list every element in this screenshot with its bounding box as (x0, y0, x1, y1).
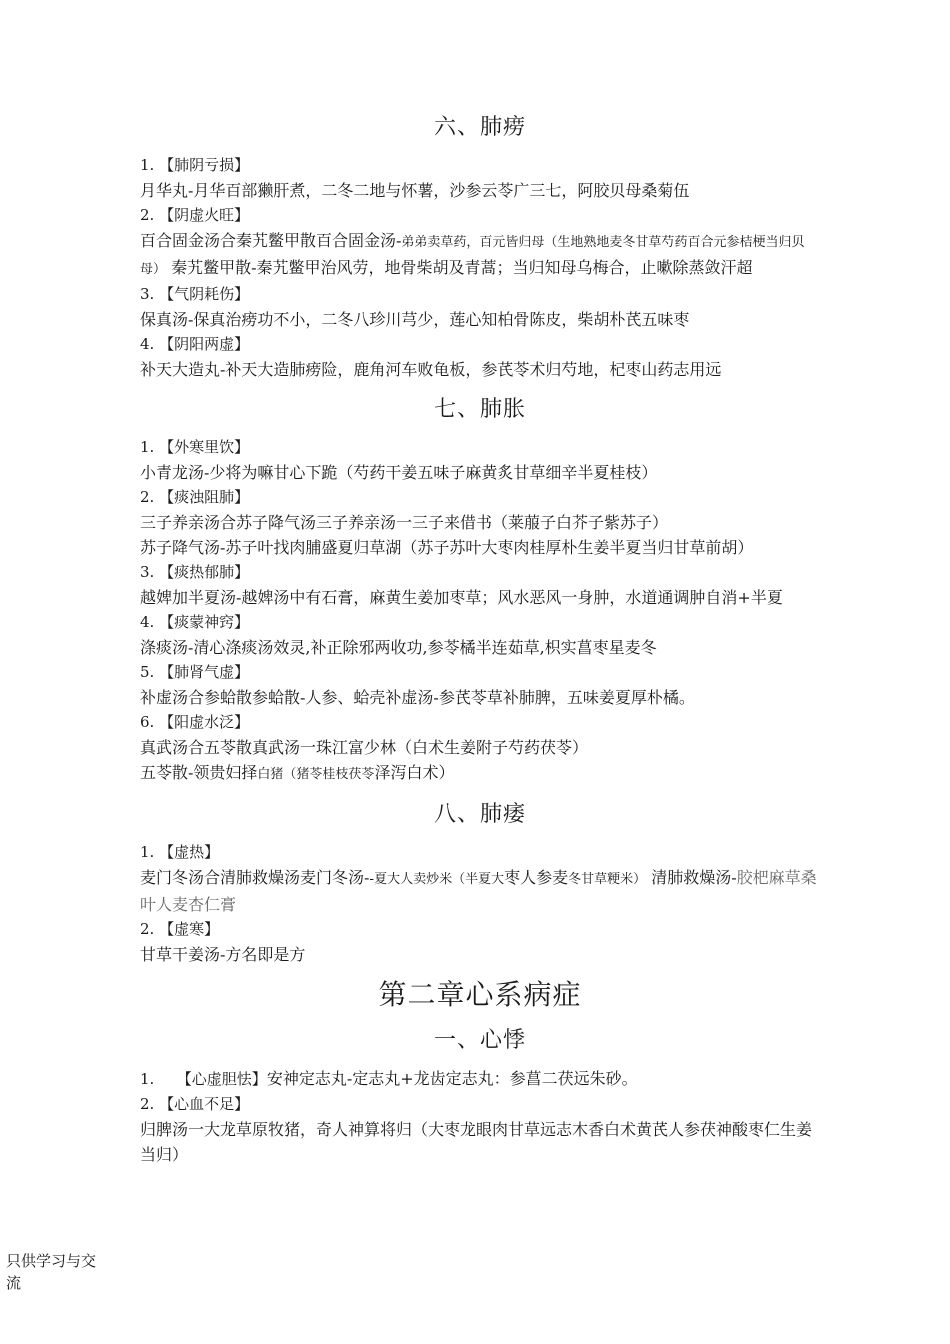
text-run: 冬甘草粳米） (568, 872, 647, 887)
item-head: 2. 【阴虚火旺】 (140, 206, 250, 224)
item-text: 补虚汤合参蛤散参蛤散-人参、蛤壳补虚汤-参芪苓草补肺脾，五味姜夏厚朴橘。 (140, 688, 695, 707)
item-head: 4. 【痰蒙神窍】 (140, 613, 250, 631)
item-text (140, 228, 820, 282)
item-text: 小青龙汤-少将为嘛甘心下跪（芍药干姜五味子麻黄炙甘草细辛半夏桂枝） (140, 463, 658, 482)
item-text: 月华丸-月华百部獭肝煮，二冬二地与怀薯，沙参云苓广三七，阿胶贝母桑菊伍 (140, 181, 690, 200)
item-head: 1. 【心虚胆怯】 (140, 1070, 267, 1088)
section-title-feizhang: 七、肺胀 (433, 397, 526, 422)
item-text: 保真汤-保真治痨功不小，二冬八珍川芎少，莲心知柏骨陈皮，柴胡朴芪五味枣 (140, 310, 690, 329)
chapter-title: 第二章心系病症 (378, 978, 582, 1011)
item-text: 补天大造丸-补天大造肺痨险，鹿角河车败龟板，参芪苓术归芍地，杞枣山药志用远 (140, 360, 722, 379)
text-run: 五苓散-领贵妇择 (140, 763, 258, 782)
item-text (140, 760, 820, 787)
item-head: 2. 【心血不足】 (140, 1095, 250, 1113)
text-run: 白猪（猪苓桂枝茯苓 (257, 767, 375, 782)
item-text (140, 1066, 820, 1092)
footer-line: 只供学习与交 (6, 1252, 97, 1270)
item-text: 三子养亲汤合苏子降气汤三子养亲汤一三子来借书（莱菔子白芥子紫苏子） (140, 513, 669, 532)
text-run: 麦门冬汤合清肺救燥汤麦门冬汤- (140, 868, 370, 887)
text-run: 药百合元参桔梗当归贝母） (140, 235, 805, 277)
item-head: 4. 【阴阳两虚】 (140, 335, 250, 353)
item-head: 2. 【痰浊阻肺】 (140, 488, 250, 506)
item-head: 1. 【肺阴亏损】 (140, 156, 250, 174)
text-run: 枣人参麦 (504, 868, 569, 887)
section-title-feilao: 六、肺痨 (433, 115, 526, 140)
text-run: 清肺救燥汤- (651, 868, 737, 887)
item-text: 归脾汤一大龙草原牧猪，奇人神算将归（大枣龙眼肉甘草远志木香白术黄芪人参茯神酸枣仁生姜当归） (140, 1120, 813, 1164)
item-text: 真武汤合五苓散真武汤一珠江富少林（白术生姜附子芍药茯苓） (140, 738, 589, 757)
text-run: 泽泻白术） (374, 763, 455, 782)
item-head: 5. 【肺肾气虚】 (140, 663, 250, 681)
item-text: 涤痰汤-清心涤痰汤效灵,补正除邪两收功,参苓橘半连茹草,枳实菖枣星麦冬 (140, 638, 657, 657)
item-head: 2. 【虚寒】 (140, 920, 220, 938)
footer-line: 流 (6, 1274, 22, 1292)
section-title-feiwei: 八、肺痿 (433, 802, 526, 827)
footer-note (6, 1250, 116, 1294)
item-head: 3. 【痰热郁肺】 (140, 563, 250, 581)
item-text: 苏子降气汤-苏子叶找肉脯盛夏归草湖（苏子苏叶大枣肉桂厚朴生姜半夏当归甘草前胡） (140, 538, 754, 557)
text-run: 秦艽鳖甲散-秦艽鳖甲治风劳，地骨柴胡及青蒿；当归知母乌梅合，止嗽除蒸敛汗超 (171, 258, 753, 277)
text-run: 百合固金汤合秦艽鳖甲散百合固金汤- (140, 231, 402, 250)
item-text (140, 865, 820, 917)
item-text: 越婢加半夏汤-越婢汤中有石膏，麻黄生姜加枣草；风水恶风一身肿，水道通调肿自消+半夏 (140, 588, 783, 607)
document-page (140, 100, 820, 1167)
text-run: 弟弟卖草药，百元皆归母（生地熟地麦冬甘草芍 (401, 235, 675, 250)
text-run: 胶杷麻草桑叶人麦杏仁膏 (140, 868, 817, 914)
item-head: 3. 【气阴耗伤】 (140, 285, 250, 303)
item-text: 甘草干姜汤-方名即是方 (140, 945, 306, 964)
item-head: 1. 【外寒里饮】 (140, 438, 250, 456)
text-run: -夏大人卖炒米（半夏大 (369, 872, 505, 887)
item-head: 1. 【虚热】 (140, 843, 220, 861)
text-run: 安神定志丸-定志丸+龙齿定志丸：参菖二茯远朱砂。 (266, 1069, 638, 1088)
item-head: 6. 【阳虚水泛】 (140, 713, 250, 731)
section-title-xinji: 一、心悸 (433, 1028, 526, 1053)
